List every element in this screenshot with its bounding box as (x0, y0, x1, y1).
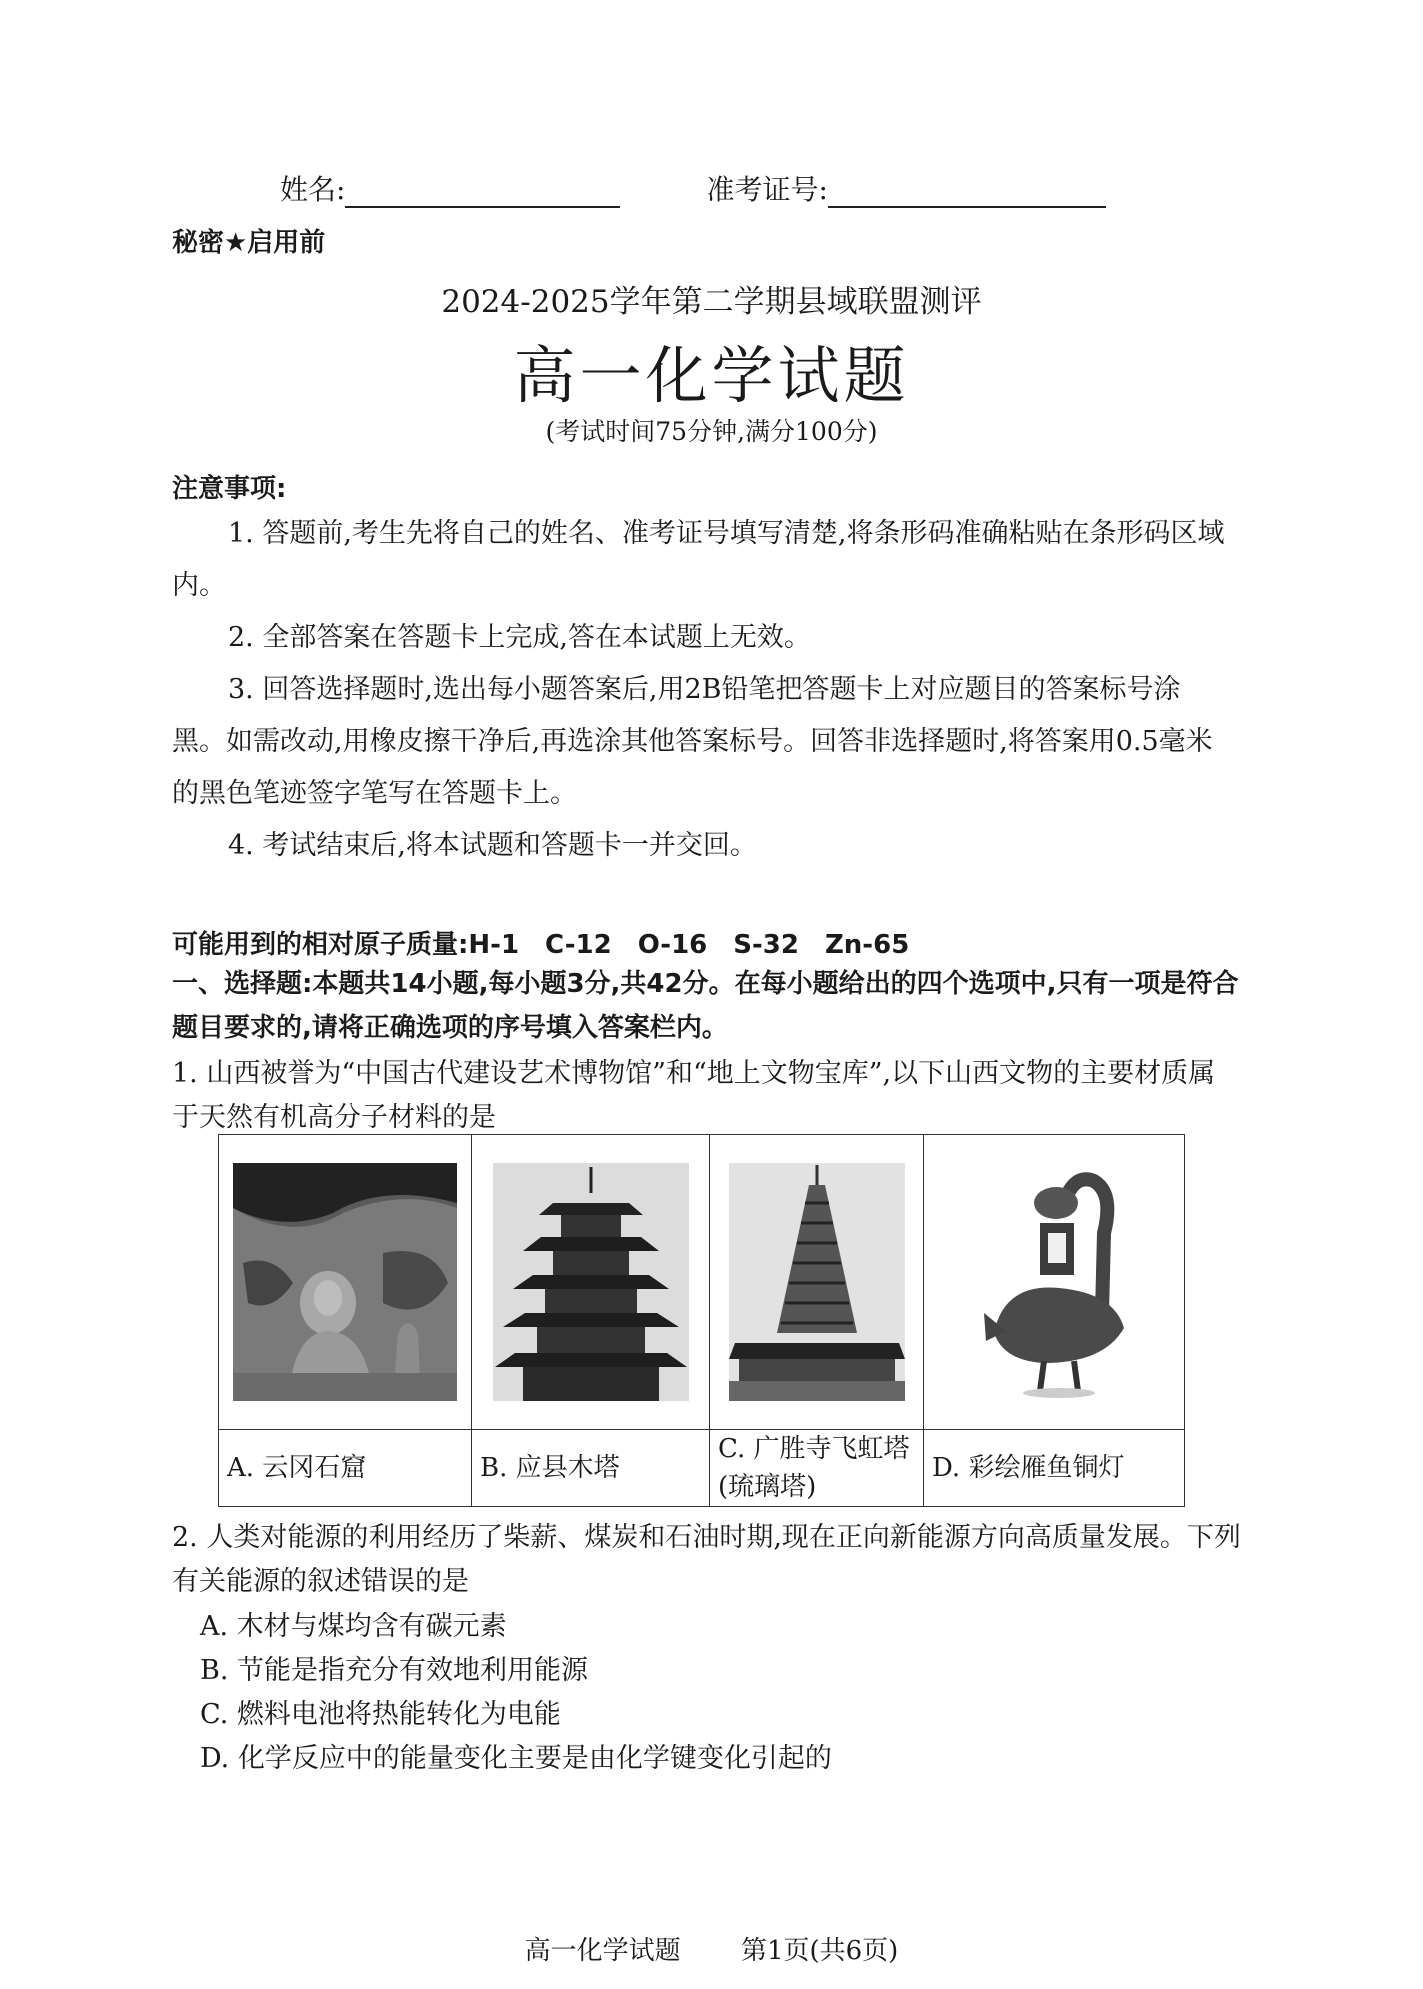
bronze-lamp-image (964, 1163, 1144, 1401)
q2-option-b[interactable]: B. 节能是指充分有效地利用能源 (200, 1655, 589, 1686)
grotto-buddha-image (233, 1163, 457, 1401)
footer-title: 高一化学试题 (524, 1936, 681, 1966)
name-blank[interactable] (345, 176, 620, 208)
notice-item-3: 3. 回答选择题时,选出每小题答案后,用2B铅笔把答题卡上对应题目的答案标号涂黑。如需改动,用橡皮擦干净后,再选涂其他答案标号。回答非选择题时,将答案用0.5毫米的黑色笔迹签字笔写在答题卡上。 (172, 674, 1213, 809)
name-field[interactable] (280, 168, 620, 208)
option-c-image-cell (710, 1135, 924, 1430)
footer-page-number: 第1页(共6页) (740, 1936, 899, 1966)
question-2-stem: 2. 人类对能源的利用经历了柴薪、煤炭和石油时期,现在正向新能源方向高质量发展。下列有关能源的叙述错误的是 (172, 1522, 1241, 1597)
exam-title: 高一化学试题 (513, 339, 910, 412)
q2-option-d[interactable]: D. 化学反应中的能量变化主要是由化学键变化引起的 (200, 1743, 832, 1774)
notice-item-4: 4. 考试结束后,将本试题和答题卡一并交回。 (228, 830, 757, 861)
glazed-pagoda-image (729, 1163, 905, 1401)
candidate-info-row (280, 168, 1106, 208)
option-a[interactable]: A. 云冈石窟 (219, 1430, 472, 1507)
question-1-stem: 1. 山西被誉为“中国古代建设艺术博物馆”和“地上文物宝库”,以下山西文物的主要材质属于天然有机高分子材料的是 (172, 1058, 1216, 1133)
exam-id-field[interactable] (706, 168, 1105, 208)
exam-id-label: 准考证号: (706, 173, 828, 206)
exam-subtitle: 2024-2025学年第二学期县域联盟测评 (441, 284, 982, 320)
notice-heading: 注意事项: (172, 474, 287, 504)
wooden-pagoda-image (493, 1163, 689, 1401)
question-1-options-table (218, 1134, 1185, 1507)
atomic-mass-note: 可能用到的相对原子质量:H-1 C-12 O-16 S-32 Zn-65 (172, 930, 910, 960)
name-label: 姓名: (280, 173, 346, 206)
secret-mark: 秘密★启用前 (172, 228, 326, 258)
option-c[interactable]: C. 广胜寺飞虹塔(琉璃塔) (710, 1430, 924, 1507)
q2-option-c[interactable]: C. 燃料电池将热能转化为电能 (200, 1699, 561, 1730)
option-b-image-cell (472, 1135, 710, 1430)
section-1-heading: 一、选择题:本题共14小题,每小题3分,共42分。在每小题给出的四个选项中,只有一项是符合题目要求的,请将正确选项的序号填入答案栏内。 (172, 969, 1239, 1043)
notice-item-2: 2. 全部答案在答题卡上完成,答在本试题上无效。 (228, 622, 811, 653)
exam-id-blank[interactable] (828, 176, 1106, 208)
option-b[interactable]: B. 应县木塔 (472, 1430, 710, 1507)
page-footer (0, 1930, 1423, 1967)
exam-time-note: (考试时间75分钟,满分100分) (545, 417, 878, 446)
q2-option-a[interactable]: A. 木材与煤均含有碳元素 (200, 1611, 507, 1642)
option-d[interactable]: D. 彩绘雁鱼铜灯 (924, 1430, 1185, 1507)
option-d-image-cell (924, 1135, 1185, 1430)
option-a-image-cell (219, 1135, 472, 1430)
notice-item-1: 1. 答题前,考生先将自己的姓名、准考证号填写清楚,将条形码准确粘贴在条形码区域内。 (172, 518, 1225, 601)
